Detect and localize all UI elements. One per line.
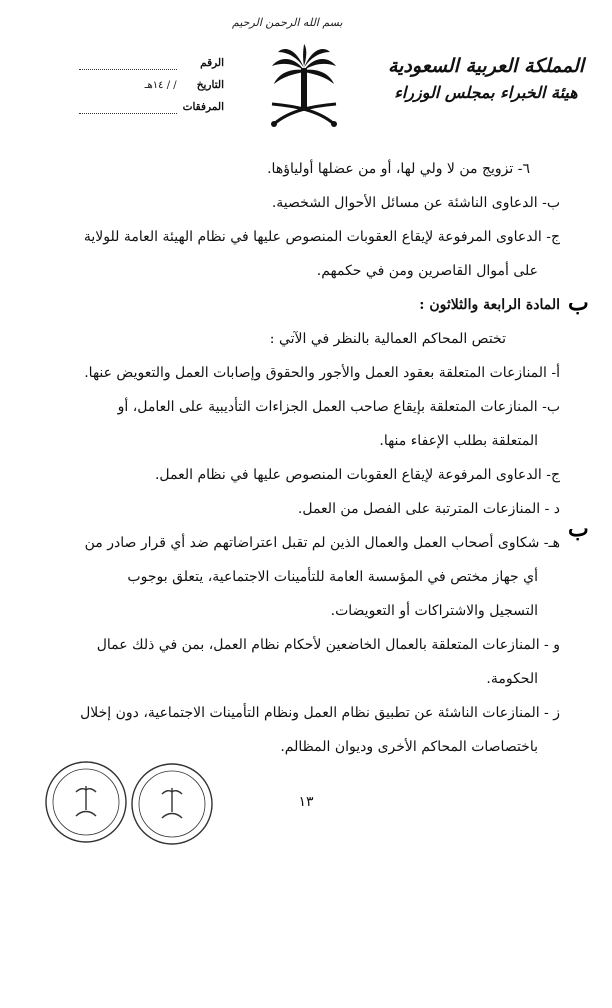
article-title: المادة الرابعة والثلاثون : — [419, 297, 560, 313]
body-line: على أموال القاصرين ومن في حكمهم. — [316, 263, 538, 279]
attachments-field — [79, 101, 177, 114]
date-row — [64, 74, 224, 96]
margin-mark: ب — [568, 290, 589, 316]
body-line: ز - المنازعات الناشئة عن تطبيق نظام العمل ونظام التأمينات الاجتماعية، دون إخلال — [80, 705, 560, 721]
body-line: ب- الدعاوى الناشئة عن مسائل الأحوال الشخصية. — [271, 195, 560, 211]
body-line: المتعلقة بطلب الإعفاء منها. — [379, 433, 538, 449]
body-line: تختص المحاكم العمالية بالنظر في الآتي : — [269, 331, 506, 347]
body-line: أ- المنازعات المتعلقة بعقود العمل والأجور والحقوق وإصابات العمل والتعويض عنها. — [84, 365, 560, 381]
date-value: / / ١٤هـ — [144, 80, 177, 91]
ref-label: الرقم — [200, 57, 224, 69]
body-line: التسجيل والاشتراكات أو التعويضات. — [330, 603, 538, 619]
organization-name — [380, 52, 592, 106]
date-label: التاريخ — [196, 79, 224, 91]
basmala: بسم الله الرحمن الرحيم — [232, 16, 343, 29]
official-stamps — [40, 758, 220, 848]
attachments-label: المرفقات — [182, 101, 224, 113]
stamp-right-icon — [132, 764, 212, 844]
page-number: ١٣ — [298, 794, 314, 810]
margin-mark: ب — [568, 516, 589, 542]
body-line: باختصاصات المحاكم الأخرى وديوان المظالم. — [280, 739, 538, 755]
body-line: ج- الدعاوى المرفوعة لإيقاع العقوبات المنصوص عليها في نظام الهيئة العامة للولاية — [83, 229, 560, 245]
reference-block — [64, 52, 224, 118]
saudi-emblem-icon — [266, 44, 342, 136]
body-line: ٦- تزويج من لا ولي لها، أو من عضلها أولياؤها. — [267, 161, 530, 177]
stamp-left-icon — [46, 762, 126, 842]
body-line: ب- المنازعات المتعلقة بإيقاع صاحب العمل الجزاءات التأديبية على العامل، أو — [117, 399, 560, 415]
org-authority: هيئة الخبراء بمجلس الوزراء — [394, 83, 578, 102]
body-line: و - المنازعات المتعلقة بالعمال الخاضعين لأحكام نظام العمل، بمن في ذلك عمال — [96, 637, 560, 653]
body-line: الحكومة. — [486, 671, 538, 687]
body-line: د - المنازعات المترتبة على الفصل من العمل. — [297, 501, 560, 517]
org-country: المملكة العربية السعودية — [387, 55, 585, 77]
body-line: أي جهاز مختص في المؤسسة العامة للتأمينات الاجتماعية، يتعلق بوجوب — [127, 569, 538, 585]
ref-row — [64, 52, 224, 74]
letterhead — [0, 0, 612, 150]
body-line: ج- الدعاوى المرفوعة لإيقاع العقوبات المنصوص عليها في نظام العمل. — [154, 467, 560, 483]
body-line: هـ- شكاوى أصحاب العمل والعمال الذين لم تقبل اعتراضاتهم ضد أي قرار صادر من — [84, 535, 560, 551]
ref-field — [79, 57, 177, 70]
attachments-row — [64, 96, 224, 118]
document-body — [40, 152, 560, 764]
